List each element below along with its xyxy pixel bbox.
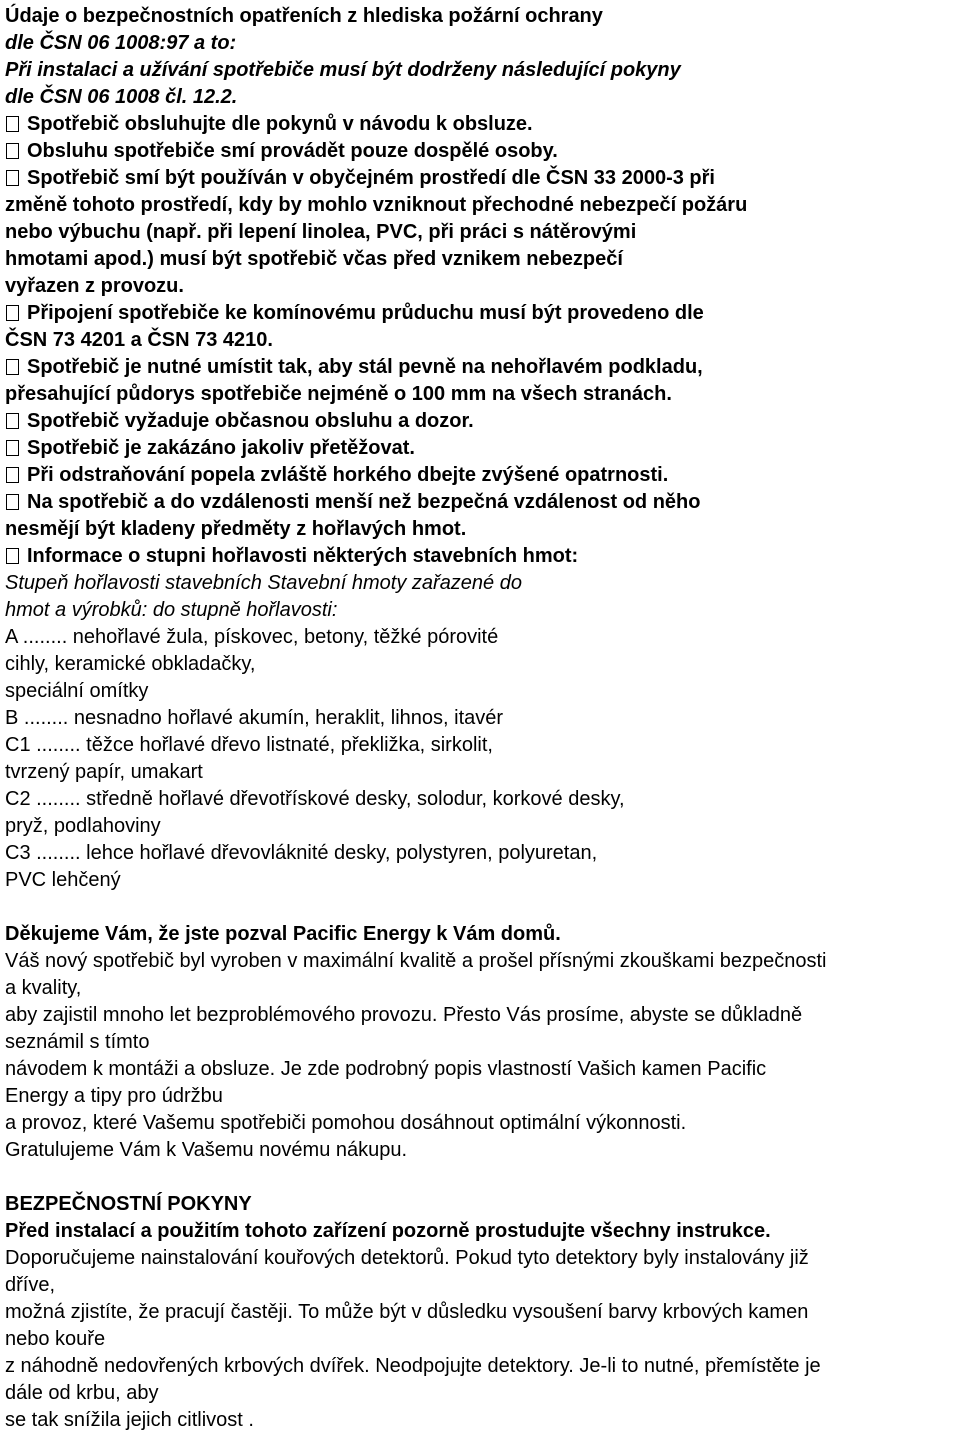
thanks-heading: Děkujeme Vám, že jste pozval Pacific Energy k Vám domů. (5, 923, 561, 945)
bullet-item (5, 435, 960, 462)
bullet-text: Spotřebič je nutné umístit tak, aby stál pevně na nehořlavém podkladu, (27, 356, 703, 378)
bullet-item (5, 408, 960, 435)
bullet-text: Na spotřebič a do vzdálenosti menší než bezpečná vzdálenost od něho (27, 491, 701, 513)
bullet-text: Obsluhu spotřebiče smí provádět pouze dospělé osoby. (27, 140, 558, 162)
safety-instructions-subheading: Před instalací a použitím tohoto zařízení pozorně prostudujte všechny instrukce. (5, 1220, 771, 1242)
flammability-line: tvrzený papír, umakart (5, 761, 203, 783)
bullet-text: Spotřebič vyžaduje občasnou obsluhu a dozor. (27, 410, 474, 432)
checkbox-bullet-icon (6, 467, 19, 483)
safety-heading-line: dle ČSN 06 1008 čl. 12.2. (5, 86, 238, 108)
checkbox-bullet-icon (6, 116, 19, 132)
bullet-continuation: hmotami apod.) musí být spotřebič včas před vznikem nebezpečí (5, 248, 623, 270)
checkbox-bullet-icon (6, 305, 19, 321)
safety-instructions-line: se tak snížila jejich citlivost . (5, 1409, 254, 1431)
flammability-line: A ........ nehořlavé žula, pískovec, betony, těžké pórovité (5, 626, 499, 648)
bullet-item (5, 543, 960, 570)
flammability-line: cihly, keramické obkladačky, (5, 653, 256, 675)
bullet-text: Spotřebič smí být používán v obyčejném prostředí dle ČSN 33 2000-3 při (27, 167, 715, 189)
checkbox-bullet-icon (6, 143, 19, 159)
bullet-item (5, 138, 960, 165)
bullet-continuation: nesmějí být kladeny předměty z hořlavých hmot. (5, 518, 467, 540)
flammability-header-line: hmot a výrobků: do stupně hořlavosti: (5, 599, 338, 621)
bullet-item (5, 462, 960, 489)
flammability-line: speciální omítky (5, 680, 149, 702)
checkbox-bullet-icon (6, 494, 19, 510)
bullet-text: Spotřebič je zakázáno jakoliv přetěžovat. (27, 437, 415, 459)
bullet-continuation: vyřazen z provozu. (5, 275, 184, 297)
bullet-item (5, 165, 960, 192)
flammability-line: C1 ........ těžce hořlavé dřevo listnaté, překližka, sirkolit, (5, 734, 493, 756)
safety-instructions-line: dále od krbu, aby (5, 1382, 159, 1404)
flammability-line: B ........ nesnadno hořlavé akumín, heraklit, lihnos, itavér (5, 707, 504, 729)
safety-instructions-line: z náhodně nedovřených krbových dvířek. Neodpojujte detektory. Je-li to nutné, přemístěte je (5, 1355, 821, 1377)
checkbox-bullet-icon (6, 359, 19, 375)
bullet-continuation: změně tohoto prostředí, kdy by mohlo vzniknout přechodné nebezpečí požáru (5, 194, 748, 216)
document-page (5, 3, 960, 1434)
safety-instructions-heading: BEZPEČNOSTNÍ POKYNY (5, 1193, 252, 1215)
paragraph-gap (5, 894, 960, 921)
thanks-line: Gratulujeme Vám k Vašemu novému nákupu. (5, 1139, 408, 1161)
safety-instructions-line: dříve, (5, 1274, 56, 1296)
bullet-item (5, 489, 960, 516)
checkbox-bullet-icon (6, 440, 19, 456)
safety-instructions-line: možná zjistíte, že pracují častěji. To může být v důsledku vysoušení barvy krbových kamen (5, 1301, 809, 1323)
bullet-continuation: ČSN 73 4201 a ČSN 73 4210. (5, 329, 273, 351)
flammability-header-line: Stupeň hořlavosti stavebních Stavební hmoty zařazené do (5, 572, 522, 594)
flammability-line: C3 ........ lehce hořlavé dřevovláknité desky, polystyren, polyuretan, (5, 842, 598, 864)
thanks-line: aby zajistil mnoho let bezproblémového provozu. Přesto Vás prosíme, abyste se důkladně (5, 1004, 803, 1026)
checkbox-bullet-icon (6, 413, 19, 429)
safety-instructions-line: nebo kouře (5, 1328, 106, 1350)
flammability-line: C2 ........ středně hořlavé dřevotřískové desky, solodur, korkové desky, (5, 788, 625, 810)
safety-heading-line: dle ČSN 06 1008:97 a to: (5, 32, 237, 54)
bullet-text: Připojení spotřebiče ke komínovému průduchu musí být provedeno dle (27, 302, 704, 324)
bullet-continuation: nebo výbuchu (např. při lepení linolea, PVC, při práci s nátěrovými (5, 221, 637, 243)
bullet-text: Při odstraňování popela zvláště horkého dbejte zvýšené opatrnosti. (27, 464, 669, 486)
safety-heading-line: Při instalaci a užívání spotřebiče musí být dodrženy následující pokyny (5, 59, 681, 81)
bullet-item (5, 354, 960, 381)
bullet-continuation: přesahující půdorys spotřebiče nejméně o 100 mm na všech stranách. (5, 383, 672, 405)
bullet-text: Informace o stupni hořlavosti některých stavebních hmot: (27, 545, 579, 567)
safety-heading-line: Údaje o bezpečnostních opatřeních z hlediska požární ochrany (5, 5, 603, 27)
thanks-line: Váš nový spotřebič byl vyroben v maximální kvalitě a prošel přísnými zkouškami bezpečnosti (5, 950, 827, 972)
bullet-item (5, 111, 960, 138)
thanks-line: Energy a tipy pro údržbu (5, 1085, 223, 1107)
thanks-line: návodem k montáži a obsluze. Je zde podrobný popis vlastností Vašich kamen Pacific (5, 1058, 767, 1080)
safety-instructions-line: Doporučujeme nainstalování kouřových detektorů. Pokud tyto detektory byly instalovány již (5, 1247, 809, 1269)
checkbox-bullet-icon (6, 548, 19, 564)
checkbox-bullet-icon (6, 170, 19, 186)
thanks-line: seznámil s tímto (5, 1031, 150, 1053)
bullet-item (5, 300, 960, 327)
flammability-line: pryž, podlahoviny (5, 815, 161, 837)
thanks-line: a provoz, které Vašemu spotřebiči pomohou dosáhnout optimální výkonnosti. (5, 1112, 687, 1134)
bullet-text: Spotřebič obsluhujte dle pokynů v návodu k obsluze. (27, 113, 533, 135)
paragraph-gap (5, 1164, 960, 1191)
flammability-line: PVC lehčený (5, 869, 121, 891)
thanks-line: a kvality, (5, 977, 82, 999)
